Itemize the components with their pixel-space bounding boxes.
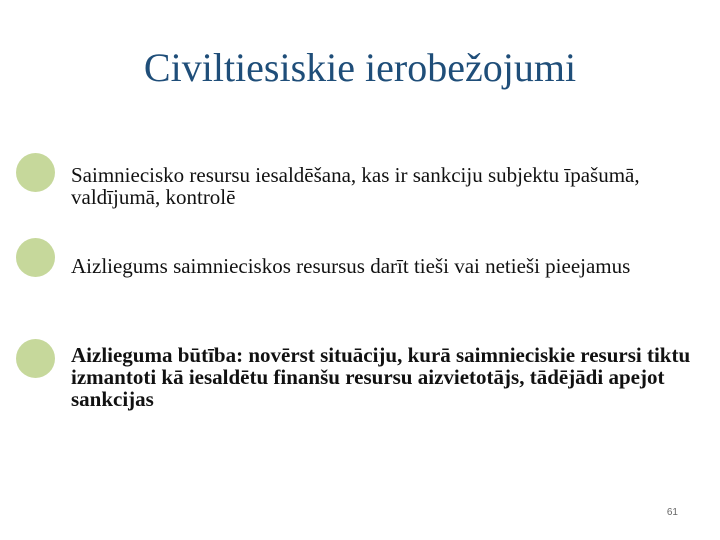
- bullet-dot-icon: [16, 153, 55, 192]
- slide-number: 61: [666, 507, 678, 518]
- bullet-text: Aizliegums saimnieciskos resursus darīt tieši vai netieši pieejamus: [71, 254, 631, 278]
- bullet-text: Saimniecisko resursu iesaldēšana, kas ir sankciju subjektu īpašumā, valdījumā, kontrolē: [71, 163, 640, 209]
- bullet-text: Aizlieguma būtība: novērst situāciju, kurā saimnieciskie resursi tiktu izmantoti kā iesaldētu finanšu resursu aizvietotājs, tādējādi apejot sankcijas: [71, 343, 691, 411]
- slide-title: Civiltiesiskie ierobežojumi: [143, 45, 577, 90]
- bullet-dot-icon: [16, 238, 55, 277]
- bullet-dot-icon: [16, 339, 55, 378]
